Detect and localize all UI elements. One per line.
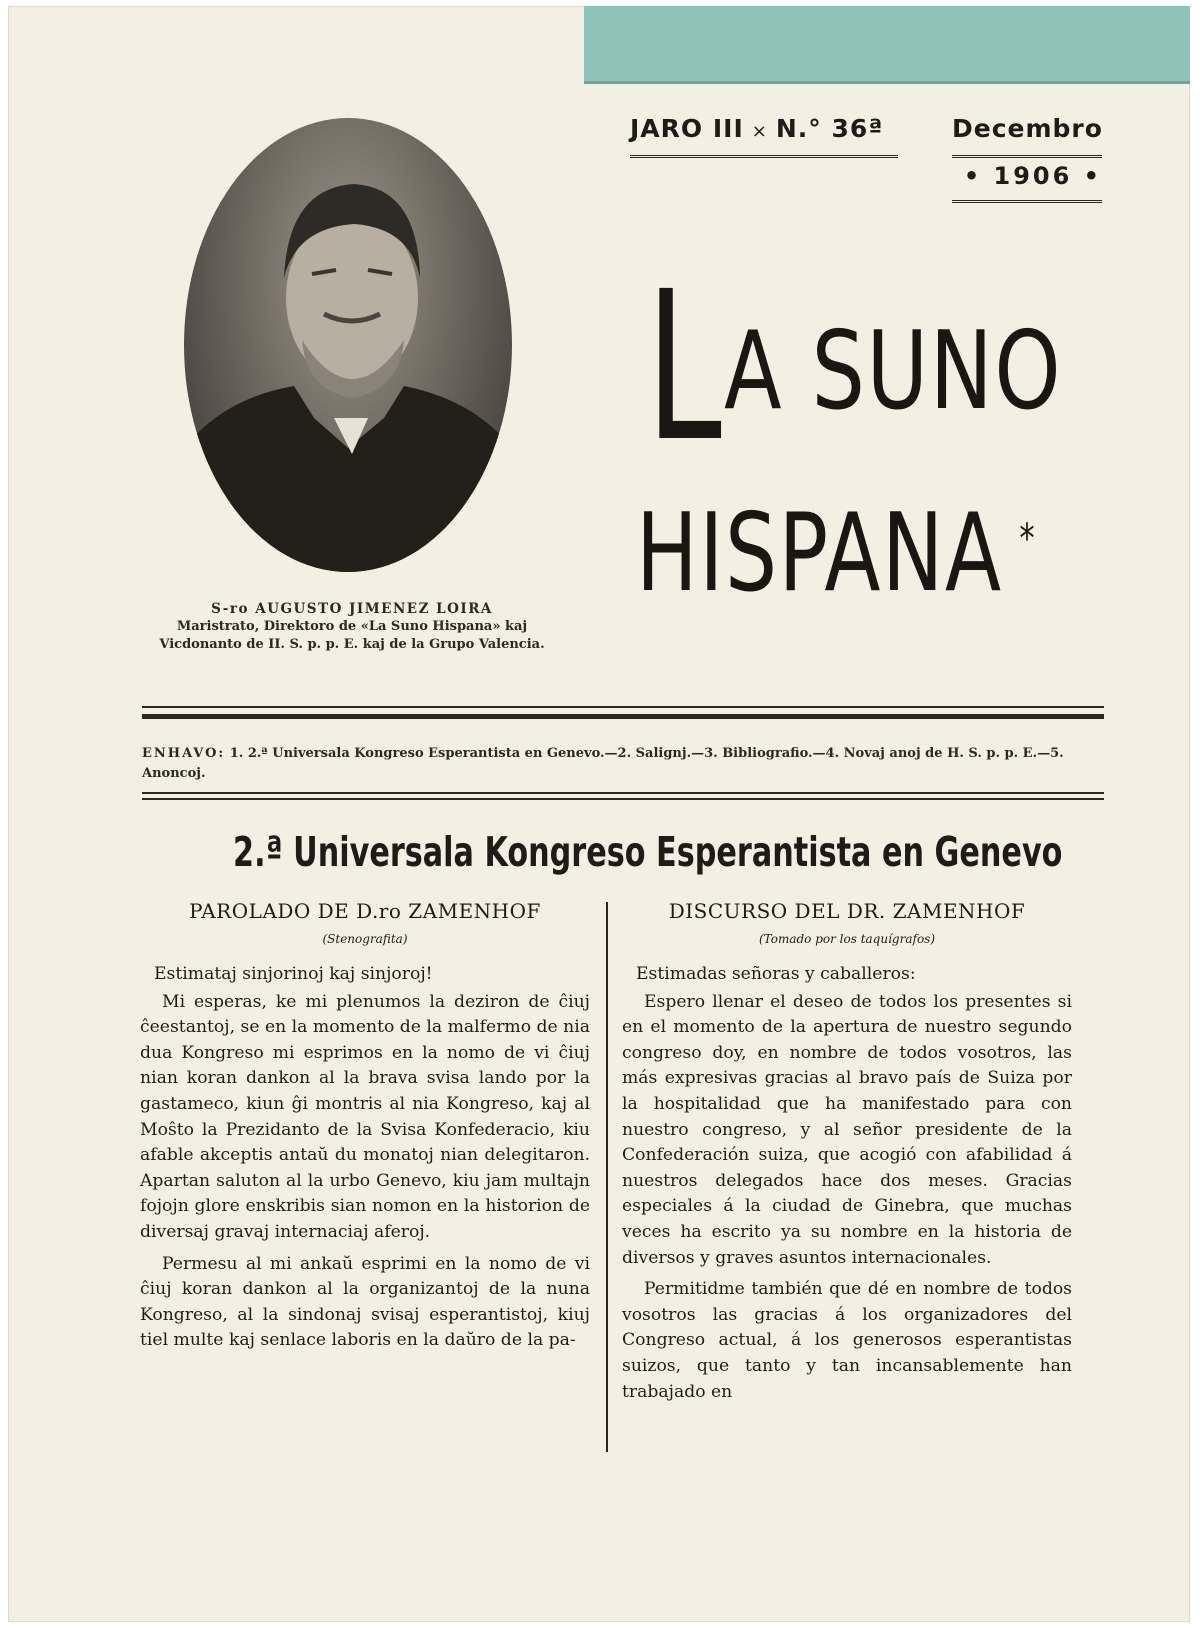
- esperanto-paragraph-2: Permesu al mi ankaŭ esprimi en la nomo de vi ĉiuj koran dankon al la organizantoj de la nuna Kongreso, al la sindonaj svisaj esperantistoj, kiuj tiel multe kaj senlace laboris en la daŭro de la pa-: [140, 1253, 590, 1351]
- headline-text: 2.ª Universala Kongreso Esperantista en Genevo: [233, 828, 1063, 876]
- binding-tab: [584, 6, 1190, 84]
- contents-rule-2: [142, 798, 1104, 800]
- masthead-initial: L: [646, 247, 722, 487]
- spanish-subheading: (Tomado por los taquígrafos): [758, 932, 936, 946]
- issue-info: [630, 114, 898, 158]
- spanish-heading: DISCURSO DEL DR. ZAMENHOF: [668, 899, 1026, 923]
- spanish-column: [622, 898, 1072, 1411]
- portrait-photo: [184, 118, 512, 572]
- masthead-line-2: [636, 491, 1037, 616]
- magazine-page: [8, 6, 1190, 1622]
- esperanto-paragraph-1: Mi esperas, ke mi plenumos la deziron de ĉiuj ĉeestantoj, se en la momento de la malfermo de nia dua Kongreso mi esprimos en la nomo de vi ĉiuj nian koran dankon al la brava svisa lando por la gastameco, kiun ĝi montris al nia Kongreso, kaj al Moŝto la Prezidanto de la Svisa Konfederacio, kiu afable akceptis antaŭ du monatoj nian delegitaron. Apartan saluton al la urbo Genevo, kiu jam multajn fojojn glore enskribis sian nomon en la historion de diversaj gravaj internaciaj aferoj.: [140, 991, 590, 1242]
- heavy-rule: [142, 714, 1104, 719]
- column-divider: [606, 902, 608, 1452]
- star-icon: *: [1019, 516, 1037, 562]
- article-headline: [142, 828, 1104, 876]
- contents-label: ENHAVO:: [142, 746, 226, 761]
- issue-month: Decembro: [952, 114, 1102, 158]
- issue-year: • 1906 •: [952, 162, 1102, 203]
- contents-rule-1: [142, 792, 1104, 794]
- issue-number: N.° 36ª: [775, 114, 884, 143]
- masthead-line-2-text: HISPANA: [636, 491, 1003, 616]
- contents-text: 1. 2.ª Universala Kongreso Esperantista en Genevo.—2. Salignj.—3. Bibliografio.—4. Novaj anoj de H. S. p. p. E.—5. Anoncoj.: [142, 746, 1064, 781]
- portrait-silhouette-icon: [184, 118, 512, 572]
- portrait-caption: [142, 600, 562, 654]
- spanish-paragraph-2: Permitidme también que dé en nombre de todos vosotros las gracias á los organizadores del Congreso actual, á los generosos esperantistas suizos, que tanto y tan incansablemente han trabajado en: [622, 1279, 1072, 1402]
- top-rule: [142, 706, 1104, 708]
- caption-text: Maristrato, Direktoro de «La Suno Hispana» kaj Vicdonanto de II. S. p. p. E. kaj de la Grupo Valencia.: [159, 619, 545, 652]
- spanish-paragraph-1: Espero llenar el deseo de todos los presentes si en el momento de la apertura de nuestro segundo congreso doy, en nombre de todos vosotros, las más expresivas gracias al bravo país de Suiza por la hospitalidad que ha manifestado para con nuestro congreso, y al señor presidente de la Confederación suiza, que acogió con afabilidad á nuestros delegados hace dos meses. Gracias especiales á la ciudad de Ginebra, que muchas veces ha escrito ya su nombre en la historia de diversos y graves asuntos internacionales.: [622, 991, 1072, 1268]
- esperanto-column: [140, 898, 590, 1360]
- masthead-line-1-text: A SUNO: [724, 309, 1063, 434]
- issue-separator: ×: [751, 121, 768, 142]
- esperanto-subheading: (Stenografita): [322, 932, 408, 946]
- table-of-contents: [142, 744, 1104, 784]
- volume-label: JARO III: [630, 114, 744, 143]
- masthead-line-1: [646, 247, 1106, 487]
- esperanto-greeting: Estimataj sinjorinoj kaj sinjoroj!: [154, 964, 433, 984]
- caption-name: S-ro AUGUSTO JIMENEZ LOIRA: [211, 601, 493, 617]
- spanish-greeting: Estimadas señoras y caballeros:: [636, 964, 916, 984]
- esperanto-heading: PAROLADO DE D.ro ZAMENHOF: [189, 899, 541, 923]
